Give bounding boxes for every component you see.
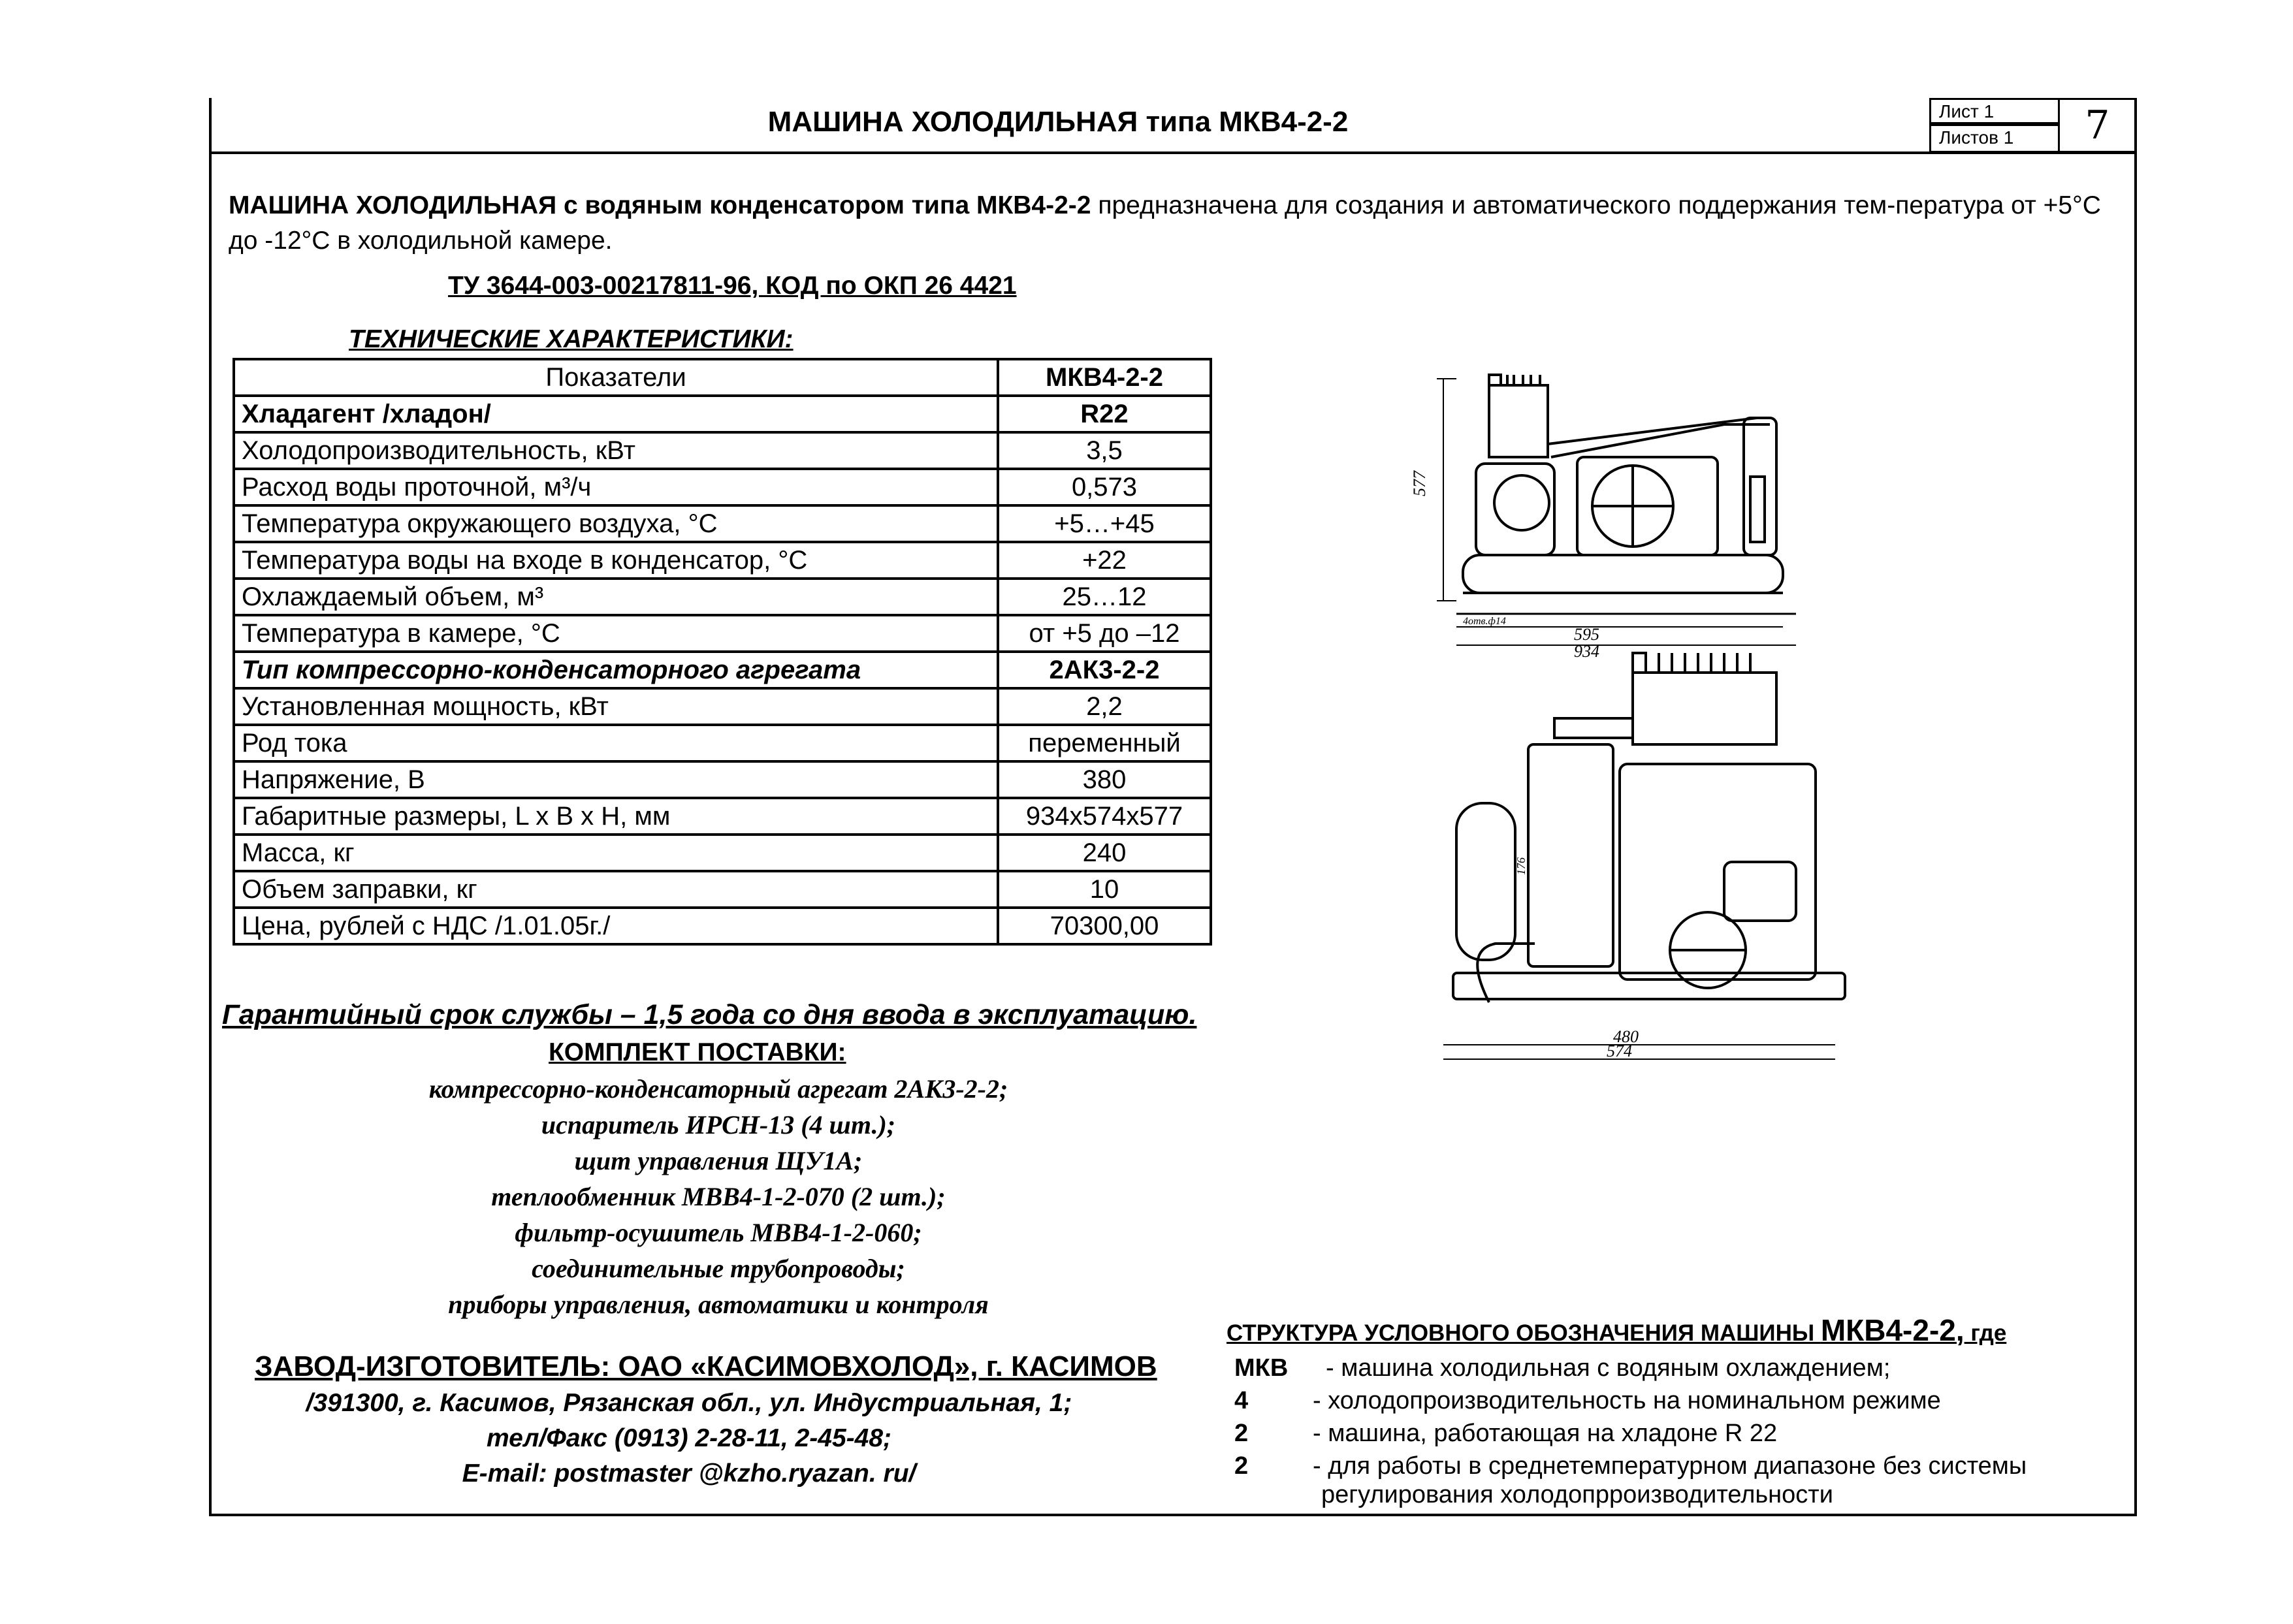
structure-desc: - машина холодильная с водяным охлаждением; xyxy=(1326,1354,1891,1382)
structure-title-model: МКВ4-2-2, xyxy=(1820,1313,1964,1347)
structure-desc: - холодопроизводительность на номинальном режиме xyxy=(1313,1387,1941,1414)
structure-row xyxy=(1234,1384,2136,1417)
kit-item: компрессорно-конденсаторный агрегат 2АК3-2-2; xyxy=(428,1074,1008,1104)
manufacturer-address xyxy=(222,1386,1156,1491)
kit-title: КОМПЛЕКТ ПОСТАВКИ: xyxy=(549,1038,846,1066)
structure-row xyxy=(1234,1450,2136,1482)
structure-title-prefix: СТРУКТУРА УСЛОВНОГО ОБОЗНАЧЕНИЯ МАШИНЫ xyxy=(1227,1320,1821,1346)
intro-rest: предназначена для создания и автоматического поддержания тем-пература от +5°С до -12°С в холодильной камере. xyxy=(229,191,2101,255)
spec-label: Охлаждаемый объем, м³ xyxy=(234,579,998,615)
phone-line: тел/Факс (0913) 2-28-11, 2-45-48; xyxy=(486,1424,892,1452)
tu-code-line: ТУ 3644-003-00217811-96, КОД по ОКП 26 4421 xyxy=(448,272,1017,300)
spec-row xyxy=(234,835,1211,871)
spec-table xyxy=(233,358,1212,946)
page-title: МАШИНА ХОЛОДИЛЬНАЯ типа МКВ4-2-2 xyxy=(767,106,1349,138)
spec-label: Объем заправки, кг xyxy=(234,871,998,908)
structure-row xyxy=(1234,1352,2136,1384)
spec-value: 240 xyxy=(998,835,1211,871)
spec-value: 934x574x577 xyxy=(998,798,1211,835)
dim-front-2-label: 574 xyxy=(1607,1042,1632,1060)
structure-key: 2 xyxy=(1234,1420,1249,1447)
spec-header-param: Показатели xyxy=(234,359,998,396)
spec-value: 70300,00 xyxy=(998,908,1211,944)
spec-label: Масса, кг xyxy=(234,835,998,871)
spec-row xyxy=(234,798,1211,835)
spec-row xyxy=(234,396,1211,432)
spec-row xyxy=(234,469,1211,505)
kit-item: испаритель ИРСН-13 (4 шт.); xyxy=(541,1110,896,1139)
spec-label: Напряжение, В xyxy=(234,761,998,798)
manufacturer-title: ЗАВОД-ИЗГОТОВИТЕЛЬ: ОАО «КАСИМОВХОЛОД», г. КАСИМОВ xyxy=(255,1350,1157,1382)
spec-value: 10 xyxy=(998,871,1211,908)
spec-row xyxy=(234,505,1211,542)
structure-title xyxy=(1227,1313,2006,1348)
spec-row xyxy=(234,542,1211,579)
dim-front-h-label: 176 xyxy=(1515,857,1528,875)
spec-value: +22 xyxy=(998,542,1211,579)
structure-desc: - машина, работающая на хладоне R 22 xyxy=(1313,1420,1778,1447)
spec-value: 380 xyxy=(998,761,1211,798)
spec-row xyxy=(234,615,1211,652)
spec-row xyxy=(234,761,1211,798)
spec-label: Температура воды на входе в конденсатор, °С xyxy=(234,542,998,579)
spec-title: ТЕХНИЧЕСКИЕ ХАРАКТЕРИСТИКИ: xyxy=(349,325,794,353)
machine-drawing xyxy=(1410,366,1874,1071)
spec-row xyxy=(234,725,1211,761)
address-line: /391300, г. Касимов, Рязанская обл., ул. Индустриальная, 1; xyxy=(306,1389,1072,1417)
spec-label: Цена, рублей с НДС /1.01.05г./ xyxy=(234,908,998,944)
intro-paragraph xyxy=(229,188,2103,259)
side-view-drawing xyxy=(1437,375,1796,645)
spec-value: 25…12 xyxy=(998,579,1211,615)
dim-front-1-label: 480 xyxy=(1613,1027,1639,1046)
sheets-count-label: Листов 1 xyxy=(1929,124,2060,153)
spec-label: Температура окружающего воздуха, °С xyxy=(234,505,998,542)
spec-header-model: МКВ4-2-2 xyxy=(998,359,1211,396)
sheet-label: Лист 1 xyxy=(1929,98,2060,124)
spec-row xyxy=(234,871,1211,908)
spec-label: Температура в камере, °С xyxy=(234,615,998,652)
spec-row xyxy=(234,432,1211,469)
email-line: E-mail: postmaster @kzho.ryazan. ru/ xyxy=(462,1459,916,1488)
kit-item: соединительные трубопроводы; xyxy=(532,1254,905,1283)
spec-value: +5…+45 xyxy=(998,505,1211,542)
spec-label: Габаритные размеры, L x B x H, мм xyxy=(234,798,998,835)
structure-list xyxy=(1234,1352,2136,1482)
spec-value: 3,5 xyxy=(998,432,1211,469)
dim-height-label: 577 xyxy=(1410,471,1429,496)
spec-label: Тип компрессорно-конденсаторного агрегата xyxy=(234,652,998,688)
spec-value: от +5 до –12 xyxy=(998,615,1211,652)
structure-key: 2 xyxy=(1234,1452,1249,1480)
page-number: 7 xyxy=(2060,98,2137,153)
warranty-text: Гарантийный срок службы – 1,5 года со дня ввода в эксплуатацию. xyxy=(222,999,1197,1030)
spec-row xyxy=(234,688,1211,725)
sheet-info-box xyxy=(1929,98,2137,153)
spec-label: Род тока xyxy=(234,725,998,761)
structure-desc: - для работы в среднетемпературном диапазоне без системы xyxy=(1313,1452,2027,1480)
kit-item: теплообменник МВВ4-1-2-070 (2 шт.); xyxy=(491,1182,946,1211)
spec-value: 2,2 xyxy=(998,688,1211,725)
structure-title-suffix: где xyxy=(1964,1320,2007,1346)
spec-label: Установленная мощность, кВт xyxy=(234,688,998,725)
structure-key: МКВ xyxy=(1234,1354,1289,1382)
dim-side-2-label: 934 xyxy=(1574,642,1599,661)
spec-row xyxy=(234,908,1211,944)
spec-label: Расход воды проточной, м³/ч xyxy=(234,469,998,505)
spec-value: 2АК3-2-2 xyxy=(998,652,1211,688)
spec-value: переменный xyxy=(998,725,1211,761)
dim-small-label: 4отв.ф14 xyxy=(1463,616,1506,627)
kit-list xyxy=(340,1071,1097,1322)
spec-value: R22 xyxy=(998,396,1211,432)
header-divider xyxy=(209,151,2137,154)
kit-item: фильтр-осушитель МВВ4-1-2-060; xyxy=(515,1218,922,1247)
kit-item: щит управления ЩУ1А; xyxy=(574,1146,863,1175)
spec-value: 0,573 xyxy=(998,469,1211,505)
spec-row xyxy=(234,579,1211,615)
spec-label: Хладагент /хладон/ xyxy=(234,396,998,432)
dim-side-1-label: 595 xyxy=(1574,625,1599,644)
front-view-drawing xyxy=(1443,653,1845,1059)
intro-bold: МАШИНА ХОЛОДИЛЬНАЯ с водяным конденсатором типа МКВ4-2-2 xyxy=(229,191,1091,219)
structure-row xyxy=(1234,1417,2136,1450)
structure-key: 4 xyxy=(1234,1387,1249,1414)
spec-row xyxy=(234,652,1211,688)
structure-continuation: регулирования холодопрроизводительности xyxy=(1321,1481,1833,1508)
kit-item: приборы управления, автоматики и контроля xyxy=(448,1290,989,1319)
spec-label: Холодопроизводительность, кВт xyxy=(234,432,998,469)
